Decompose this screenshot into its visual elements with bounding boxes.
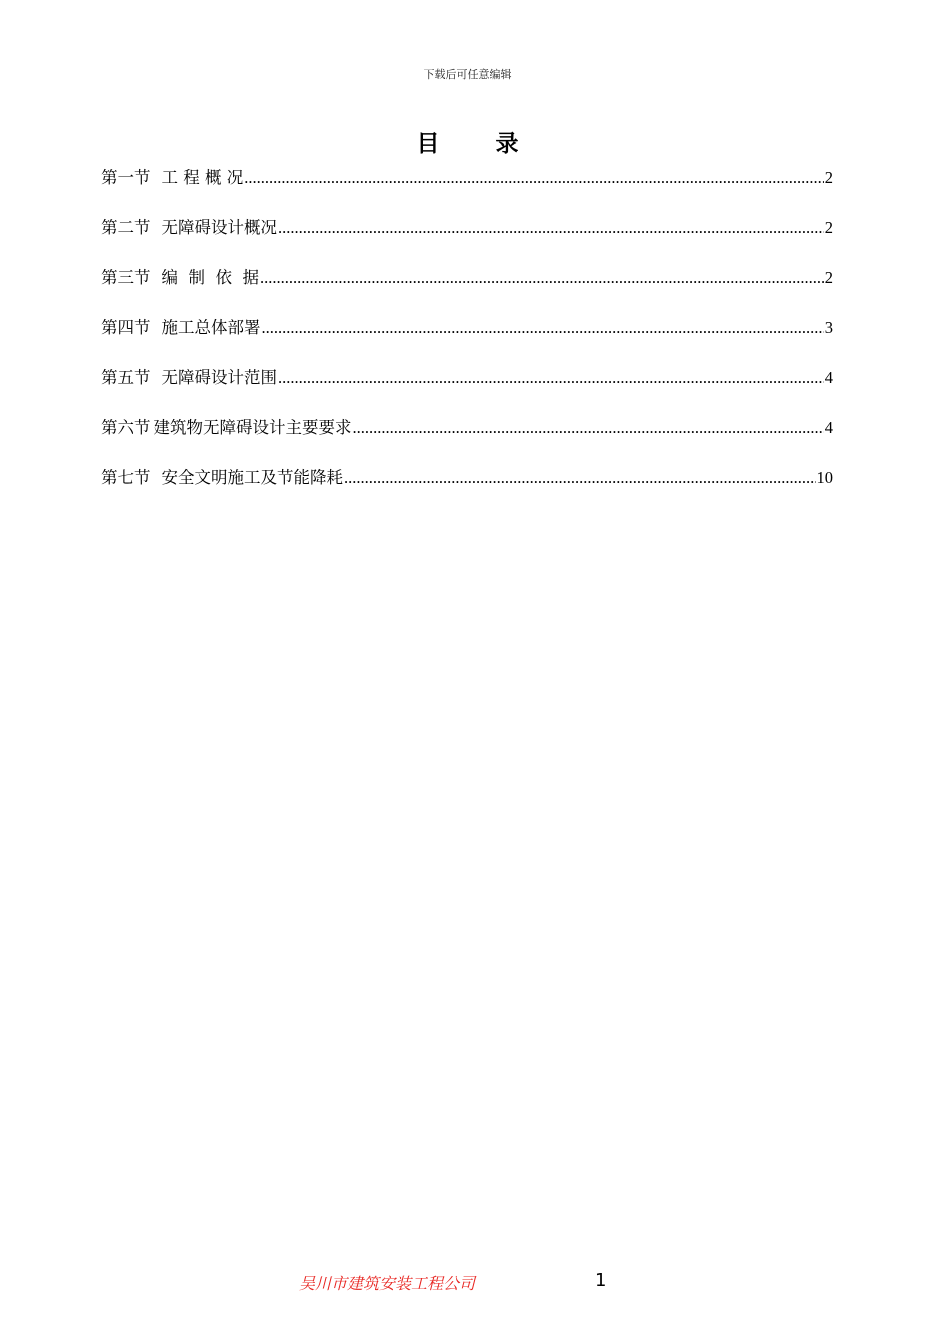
toc-heading: 施工总体部署 bbox=[161, 318, 261, 337]
toc-page-number: 2 bbox=[824, 168, 833, 187]
toc-page-number: 10 bbox=[816, 468, 833, 487]
toc-section-label: 第六节 bbox=[101, 418, 151, 437]
toc-page-number: 2 bbox=[824, 268, 833, 287]
toc-entry-1[interactable] bbox=[101, 166, 833, 216]
toc-page-number: 2 bbox=[824, 218, 833, 237]
toc-page-number: 3 bbox=[824, 318, 833, 337]
footer-page-number: 1 bbox=[595, 1270, 607, 1291]
toc-page-number: 4 bbox=[824, 368, 833, 387]
toc-heading: 安全文明施工及节能降耗 bbox=[161, 468, 343, 487]
toc-section-label: 第一节 bbox=[101, 168, 151, 187]
toc-dot-leader bbox=[260, 266, 824, 290]
toc-entry-6[interactable] bbox=[101, 416, 833, 466]
toc-heading: 无障碍设计概况 bbox=[161, 218, 277, 237]
toc-section-label: 第五节 bbox=[101, 368, 151, 387]
toc-heading: 工 程 概 况 bbox=[161, 168, 244, 187]
toc-section-label: 第七节 bbox=[101, 468, 151, 487]
toc-dot-leader bbox=[278, 366, 824, 390]
toc-heading: 建筑物无障碍设计主要要求 bbox=[153, 418, 352, 437]
toc-dot-leader bbox=[262, 316, 824, 340]
toc-entry-5[interactable] bbox=[101, 366, 833, 416]
footer-company-name: 吴川市建筑安装工程公司 bbox=[299, 1274, 476, 1293]
toc-entry-4[interactable] bbox=[101, 316, 833, 366]
toc-heading: 编 制 依 据 bbox=[161, 268, 259, 287]
toc-dot-leader bbox=[353, 416, 824, 440]
toc-title: 目 录 bbox=[416, 130, 543, 157]
toc-dot-leader bbox=[344, 466, 816, 490]
table-of-contents bbox=[101, 166, 833, 516]
toc-section-label: 第三节 bbox=[101, 268, 151, 287]
header-note: 下载后可任意编辑 bbox=[423, 68, 512, 81]
toc-dot-leader bbox=[244, 166, 824, 190]
toc-dot-leader bbox=[278, 216, 824, 240]
toc-entry-7[interactable] bbox=[101, 466, 833, 516]
toc-heading: 无障碍设计范围 bbox=[161, 368, 277, 387]
toc-entry-3[interactable] bbox=[101, 266, 833, 316]
toc-entry-2[interactable] bbox=[101, 216, 833, 266]
toc-section-label: 第二节 bbox=[101, 218, 151, 237]
toc-page-number: 4 bbox=[824, 418, 833, 437]
toc-section-label: 第四节 bbox=[101, 318, 151, 337]
